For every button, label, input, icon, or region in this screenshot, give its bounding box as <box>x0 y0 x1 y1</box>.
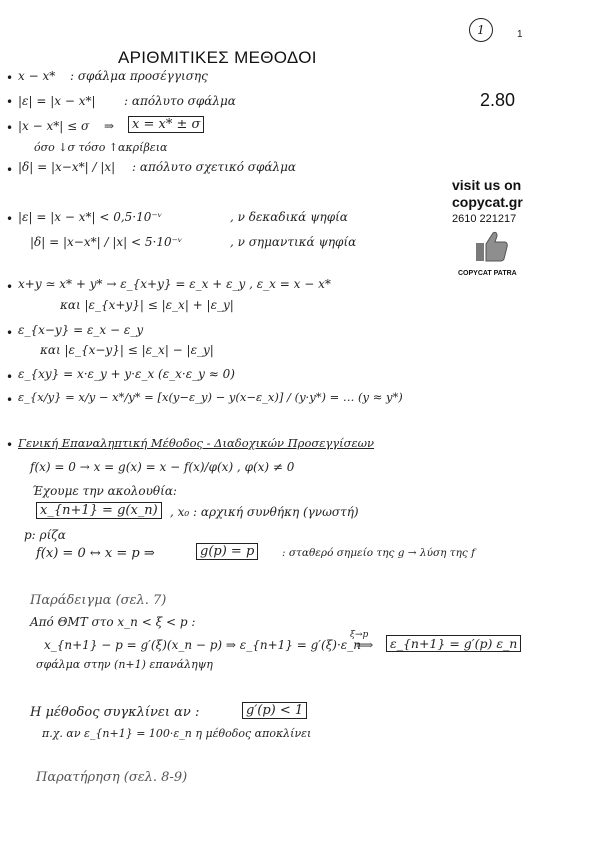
note-decimal-label: , ν δεκαδικά ψηφία <box>230 210 348 224</box>
thumbs-up-icon <box>473 228 509 264</box>
note-rel-error-label: : απόλυτο σχετικό σφάλμα <box>132 160 297 174</box>
note-rel-error: |δ| = |x−x*| / |x| <box>18 160 116 174</box>
boxed-error-recursion: ε_{n+1} = g′(p) ε_n <box>386 635 521 652</box>
note-error-def: x − x* <box>18 69 56 83</box>
bullet: • <box>6 121 14 135</box>
note-significant-digits: |δ| = |x−x*| / |x| < 5·10⁻ᵛ <box>30 235 183 249</box>
note-diff-bound: και |ε_{x−y}| ≤ |ε_x| − |ε_y| <box>40 343 214 357</box>
note-sum-bound: και |ε_{x+y}| ≤ |ε_x| + |ε_y| <box>60 298 234 312</box>
note-quotient-error: ε_{x/y} = x/y − x*/y* = [x(y−ε_y) − y(x−ε_x)] / (y·y*) = … (y ≈ y*) <box>18 390 403 404</box>
boxed-fixed-point: g(p) = p <box>196 543 258 560</box>
boxed-result-bound: x = x* ± σ <box>128 116 204 133</box>
bullet: • <box>6 370 14 384</box>
ad-phone: 2610 221217 <box>452 213 517 225</box>
note-decimal-digits: |ε| = |x − x*| < 0,5·10⁻ᵛ <box>18 210 163 224</box>
note-sequence-intro: Έχουμε την ακολουθία: <box>32 484 177 498</box>
bullet: • <box>6 95 14 109</box>
note-limit-arrow: ξ→p <box>350 630 369 640</box>
page-title: ΑΡΙΘΜΙΤΙΚΕΣ ΜΕΘΟΔΟΙ <box>118 48 317 67</box>
note-bound: |x − x*| ≤ σ <box>18 119 90 133</box>
note-error-recursion: x_{n+1} − p = g′(ξ)(x_n − p) ⇒ ε_{n+1} = g′(ξ)·ε_n <box>44 638 361 652</box>
boxed-convergence-condition: g′(p) < 1 <box>242 702 307 719</box>
arrow-implies: ⇒ <box>104 119 115 133</box>
note-abs-error-label: : απόλυτο σφάλμα <box>124 94 236 108</box>
note-abs-error: |ε| = |x − x*| <box>18 94 96 108</box>
copycat-ad <box>452 177 547 277</box>
bullet: • <box>6 438 14 452</box>
bullet: • <box>6 71 14 85</box>
boxed-iteration: x_{n+1} = g(x_n) <box>36 502 162 519</box>
remark-heading: Παρατήρηση (σελ. 8-9) <box>36 770 188 785</box>
section-heading: Γενική Επαναληπτική Μέθοδος - Διαδοχικών Προσεγγίσεων <box>18 436 375 450</box>
page-number: 1 <box>517 29 523 40</box>
note-mvt: Από ΘΜΤ στο x_n < ξ < p : <box>30 615 196 629</box>
note-error-label: : σφάλμα προσέγγισης <box>70 69 208 83</box>
note-initial-condition: , x₀ : αρχική συνθήκη (γνωστή) <box>170 505 359 519</box>
note-root: p: ρίζα <box>24 528 66 542</box>
ad-website: copycat.gr <box>452 194 523 210</box>
note-significant-label: , ν σημαντικά ψηφία <box>230 235 357 249</box>
example-heading: Παράδειγμα (σελ. 7) <box>30 593 167 608</box>
note-fixed-point-form: f(x) = 0 → x = g(x) = x − f(x)/φ(x) , φ(x) ≠ 0 <box>30 460 295 474</box>
note-divergence-example: π.χ. αν ε_{n+1} = 100·ε_n η μέθοδος αποκλίνει <box>42 727 312 740</box>
note-root-equivalence: f(x) = 0 ↔ x = p ⇒ <box>36 546 155 561</box>
note-fixed-point-label: : σταθερό σημείο της g → λύση της f <box>282 547 475 559</box>
note-diff-error: ε_{x−y} = ε_x − ε_y <box>18 323 144 337</box>
circled-page-number: 1 <box>469 18 493 42</box>
bullet: • <box>6 212 14 226</box>
note-error-step: σφάλμα στην (n+1) επανάληψη <box>36 658 213 671</box>
bullet: • <box>6 326 14 340</box>
bullet: • <box>6 163 14 177</box>
note-accuracy: όσο ↓σ τόσο ↑ακρίβεια <box>34 141 168 154</box>
note-product-error: ε_{xy} = x·ε_y + y·ε_x (ε_x·ε_y ≈ 0) <box>18 367 235 381</box>
price-label: 2.80 <box>480 90 516 110</box>
ad-visit-text: visit us on <box>452 177 522 193</box>
note-sum-error: x+y ≃ x* + y* → ε_{x+y} = ε_x + ε_y , ε_x = x − x* <box>18 277 331 291</box>
ad-brand: COPYCAT PATRA <box>458 270 517 277</box>
note-convergence: Η μέθοδος συγκλίνει αν : <box>30 705 200 720</box>
arrow-limit: ⟹ <box>356 638 374 652</box>
bullet: • <box>6 280 14 294</box>
bullet: • <box>6 393 14 407</box>
